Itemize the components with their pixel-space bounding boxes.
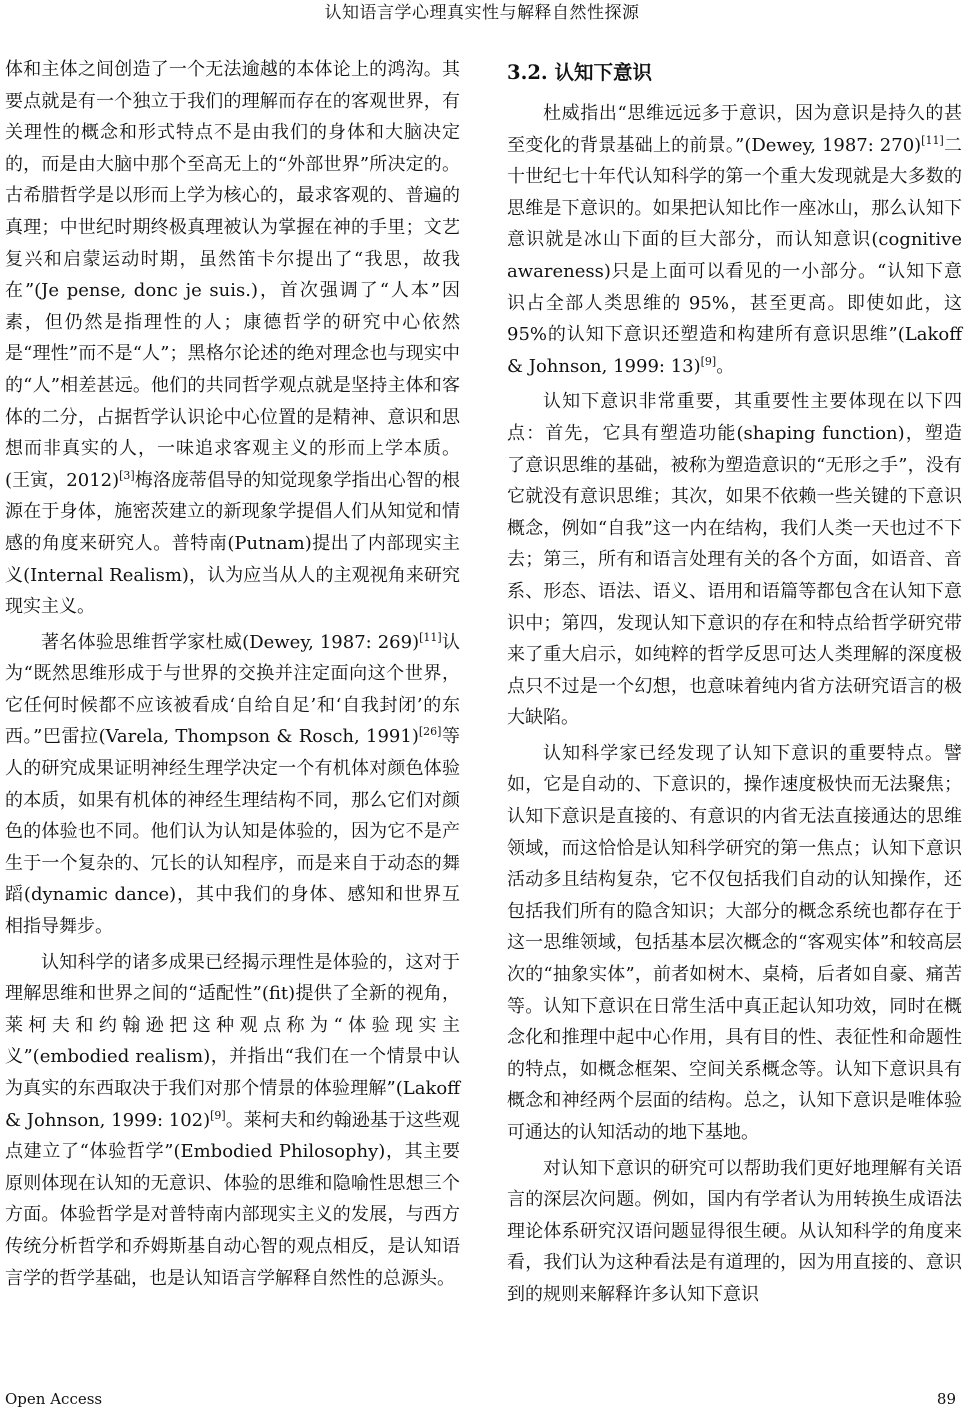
page-number: 89	[936, 1390, 956, 1408]
body-paragraph: 杜威指出“思维远远多于意识，因为意识是持久的甚至变化的背景基础上的前景。”(Dewey, 1987: 270)[11]二十世纪七十年代认知科学的第一个重大发现就是大多数的思维是下意识的。如果把认知比作一座冰山，那么认知下意识就是冰山下面的巨大部分，而认知意识(cognitive awareness)只是上面可以看见的一小部分。“认知下意识占全部人类思维的 95%，甚至更高。即使如此，这 95%的认知下意识还塑造和构建所有意识思维”(Lakoff & Johnson, 1999: 13)[9]。	[507, 103, 963, 377]
citation-ref: [9]	[210, 1108, 226, 1122]
left-column	[5, 54, 460, 1298]
citation-ref: [11]	[921, 133, 944, 147]
footer-open-access: Open Access	[5, 1390, 103, 1408]
section-heading: 3.2. 认知下意识	[507, 61, 653, 84]
body-paragraph: 体和主体之间创造了一个无法逾越的本体论上的鸿沟。其要点就是有一个独立于我们的理解而存在的客观世界，有关理性的概念和形式特点不是由我们的身体和大脑决定的，而是由大脑中那个至高无上的“外部世界”所决定的。古希腊哲学是以形而上学为核心的，最求客观的、普遍的真理；中世纪时期终极真理被认为掌握在神的手里；文艺复兴和启蒙运动时期，虽然笛卡尔提出了“我思，故我在”(Je pense, donc je suis.)，首次强调了“人本”因素，但仍然是指理性的人；康德哲学的研究中心依然是“理性”而不是“人”；黑格尔论述的绝对理念也与现实中的“人”相差甚远。他们的共同哲学观点就是坚持主体和客体的二分，占据哲学认识论中心位置的是精神、意识和思想而非真实的人，一味追求客观主义的形而上学本质。(王寅，2012)[3]梅洛庞蒂倡导的知觉现象学指出心智的根源在于身体，施密茨建立的新现象学提倡人们从知觉和情感的角度来研究人。普特南(Putnam)提出了内部现实主义(Internal Realism)，认为应当从人的主观视角来研究现实主义。	[5, 59, 460, 618]
citation-ref: [26]	[418, 725, 442, 739]
page-footer	[0, 1388, 964, 1410]
body-paragraph: 认知下意识非常重要，其重要性主要体现在以下四点：首先，它具有塑造功能(shaping function)，塑造了意识思维的基础，被称为塑造意识的“无形之手”，没有它就没有意识思维；其次，如果不依赖一些关键的下意识概念，例如“自我”这一内在结构，我们人类一天也过不下去；第三，所有和语言处理有关的各个方面，如语音、音系、形态、语法、语义、语用和语篇等都包含在认知下意识中；第四，发现认知下意识的存在和特点给哲学研究带来了重大启示，如纯粹的哲学反思可达人类理解的深度极点只不过是一个幻想，也意味着纯内省方法研究语言的极大缺陷。	[507, 391, 962, 729]
body-paragraph: 著名体验思维哲学家杜威(Dewey, 1987: 269)[11]认为“既然思维形成于与世界的交换并注定面向这个世界，它任何时候都不应该被看成‘自给自足’和‘自我封闭’的东西。”巴雷拉(Varela, Thompson & Rosch, 1991)[26]等人的研究成果证明神经生理学决定一个有机体对颜色体验的本质，如果有机体的神经生理结构不同，那么它们对颜色的体验也不同。他们认为认知是体验的，因为它不是产生于一个复杂的、冗长的认知程序，而是来自于动态的舞蹈(dynamic dance)，其中我们的身体、感知和世界互相指导舞步。	[5, 630, 460, 938]
citation-ref: [9]	[700, 354, 717, 368]
running-head: 认知语言学心理真实性与解释自然性探源	[324, 3, 640, 23]
body-paragraph: 对认知下意识的研究可以帮助我们更好地理解有关语言的深层次问题。例如，国内有学者认为用转换生成语法理论体系研究汉语问题显得很生硬。从认知科学的角度来看，我们认为这种看法是有道理的，因为用直接的、意识到的规则来解释许多认知下意识	[507, 1157, 962, 1305]
citation-ref: [3]	[119, 468, 135, 482]
citation-ref: [11]	[419, 630, 442, 644]
right-column	[507, 54, 962, 1315]
body-paragraph: 认知科学的诸多成果已经揭示理性是体验的，这对于理解思维和世界之间的“适配性”(fit)提供了全新的视角，莱柯夫和约翰逊把这种观点称为“体验现实主义”(embodied realism)，并指出“我们在一个情景中认为真实的东西取决于我们对那个情景的体验理解”(Lakoff & Johnson, 1999: 102)[9]。莱柯夫和约翰逊基于这些观点建立了“体验哲学”(Embodied Philosophy)，其主要原则体现在认知的无意识、体验的思维和隐喻性思想三个方面。体验哲学是对普特南内部现实主义的发展，与西方传统分析哲学和乔姆斯基自动心智的观点相反，是认知语言学的哲学基础，也是认知语言学解释自然性的总源头。	[5, 951, 460, 1289]
body-paragraph: 认知科学家已经发现了认知下意识的重要特点。譬如，它是自动的、下意识的，操作速度极快而无法聚焦；认知下意识是直接的、有意识的内省无法直接通达的思维领域，而这恰恰是认知科学研究的第一焦点；认知下意识活动多且结构复杂，它不仅包括我们自动的认知操作，还包括我们所有的隐含知识；大部分的概念系统也都存在于这一思维领域，包括基本层次概念的“客观实体”和较高层次的“抽象实体”，前者如树木、桌椅，后者如自豪、痛苦等。认知下意识在日常生活中真正起认知功效，同时在概念化和推理中起中心作用，具有目的性、表征性和命题性的特点，如概念框架、空间关系概念等。认知下意识具有概念和神经两个层面的结构。总之，认知下意识是唯体验可通达的认知活动的地下基地。	[507, 742, 962, 1143]
